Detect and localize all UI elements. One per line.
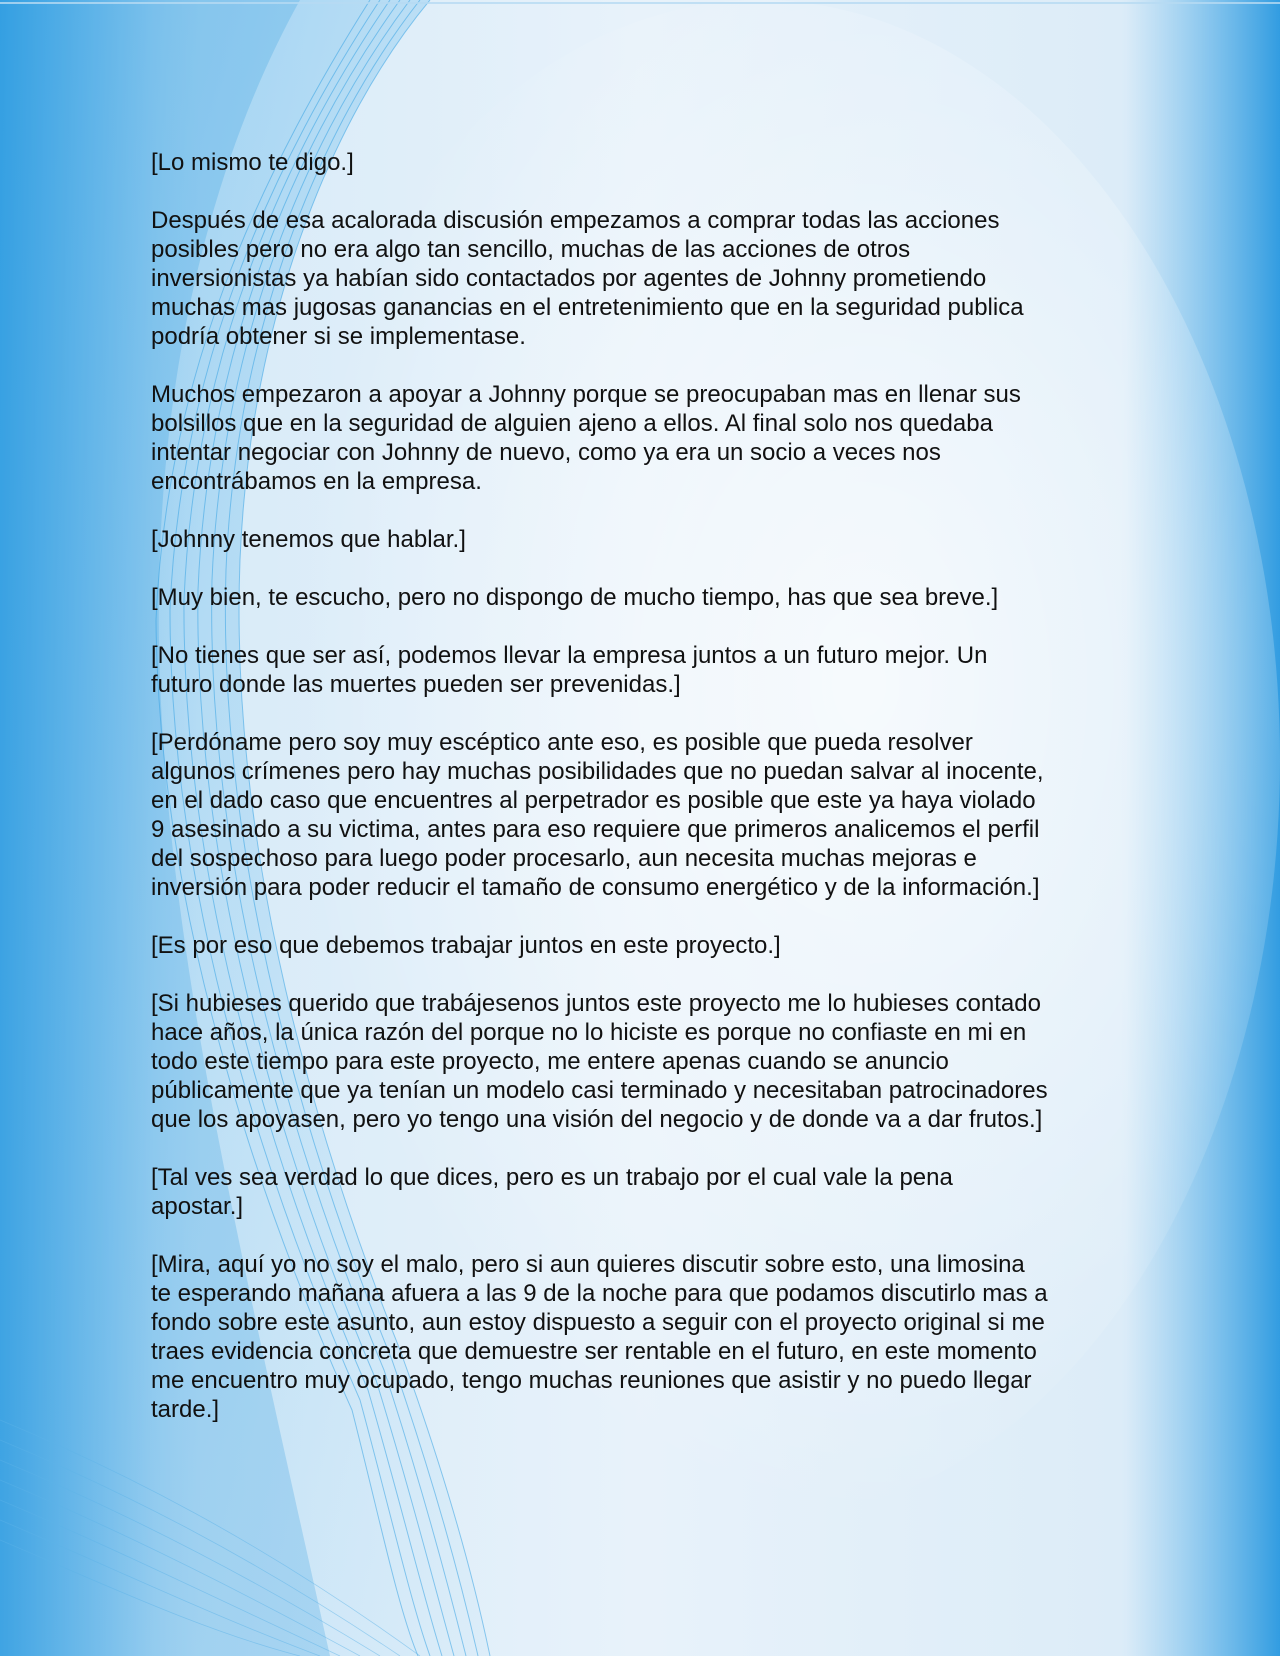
- paragraph: [Si hubieses querido que trabájesenos juntos este proyecto me lo hubieses contado hace años, la única razón del porque no lo hiciste es porque no confiaste en mi en todo este tiempo para este proyecto, me entere apenas cuando se anuncio públicamente que ya tenían un modelo casi terminado y necesitaban patrocinadores que los apoyasen, pero yo tengo una visión del negocio y de donde va a dar frutos.]: [151, 990, 1048, 1133]
- paragraph: Muchos empezaron a apoyar a Johnny porque se preocupaban mas en llenar sus bolsillos que en la seguridad de alguien ajeno a ellos. Al final solo nos quedaba intentar negociar con Johnny de nuevo, como ya era un socio a veces nos encontrábamos en la empresa.: [151, 381, 1021, 495]
- document-body: [151, 148, 1111, 1453]
- paragraph: [Perdóname pero soy muy escéptico ante eso, es posible que pueda resolver algunos crímenes pero hay muchas posibilidades que no puedan salvar al inocente, en el dado caso que encuentres al perpetrador es posible que este ya haya violado 9 asesinado a su victima, antes para eso requiere que primeros analicemos el perfil del sospechoso para luego poder procesarlo, aun necesita muchas mejoras e inversión para poder reducir el tamaño de consumo energético y de la información.]: [151, 729, 1044, 901]
- paragraph: Después de esa acalorada discusión empezamos a comprar todas las acciones posibles pero no era algo tan sencillo, muchas de las acciones de otros inversionistas ya habían sido contactados por agentes de Johnny prometiendo muchas mas jugosas ganancias en el entretenimiento que en la seguridad publica podría obtener si se implementase.: [151, 207, 1024, 350]
- paragraph: [Lo mismo te digo.]: [151, 149, 354, 176]
- paragraph: [Muy bien, te escucho, pero no dispongo de mucho tiempo, has que sea breve.]: [151, 584, 999, 611]
- paragraph: [Mira, aquí yo no soy el malo, pero si aun quieres discutir sobre esto, una limosina te esperando mañana afuera a las 9 de la noche para que podamos discutirlo mas a fondo sobre este asunto, aun estoy dispuesto a seguir con el proyecto original si me traes evidencia concreta que demuestre ser rentable en el futuro, en este momento me encuentro muy ocupado, tengo muchas reuniones que asistir y no puedo llegar tarde.]: [151, 1251, 1048, 1423]
- paragraph: [Johnny tenemos que hablar.]: [151, 526, 466, 553]
- paragraph: [Es por eso que debemos trabajar juntos en este proyecto.]: [151, 932, 781, 959]
- paragraph: [Tal ves sea verdad lo que dices, pero es un trabajo por el cual vale la pena apostar.]: [151, 1164, 953, 1220]
- paragraph: [No tienes que ser así, podemos llevar la empresa juntos a un futuro mejor. Un futuro donde las muertes pueden ser prevenidas.]: [151, 642, 988, 698]
